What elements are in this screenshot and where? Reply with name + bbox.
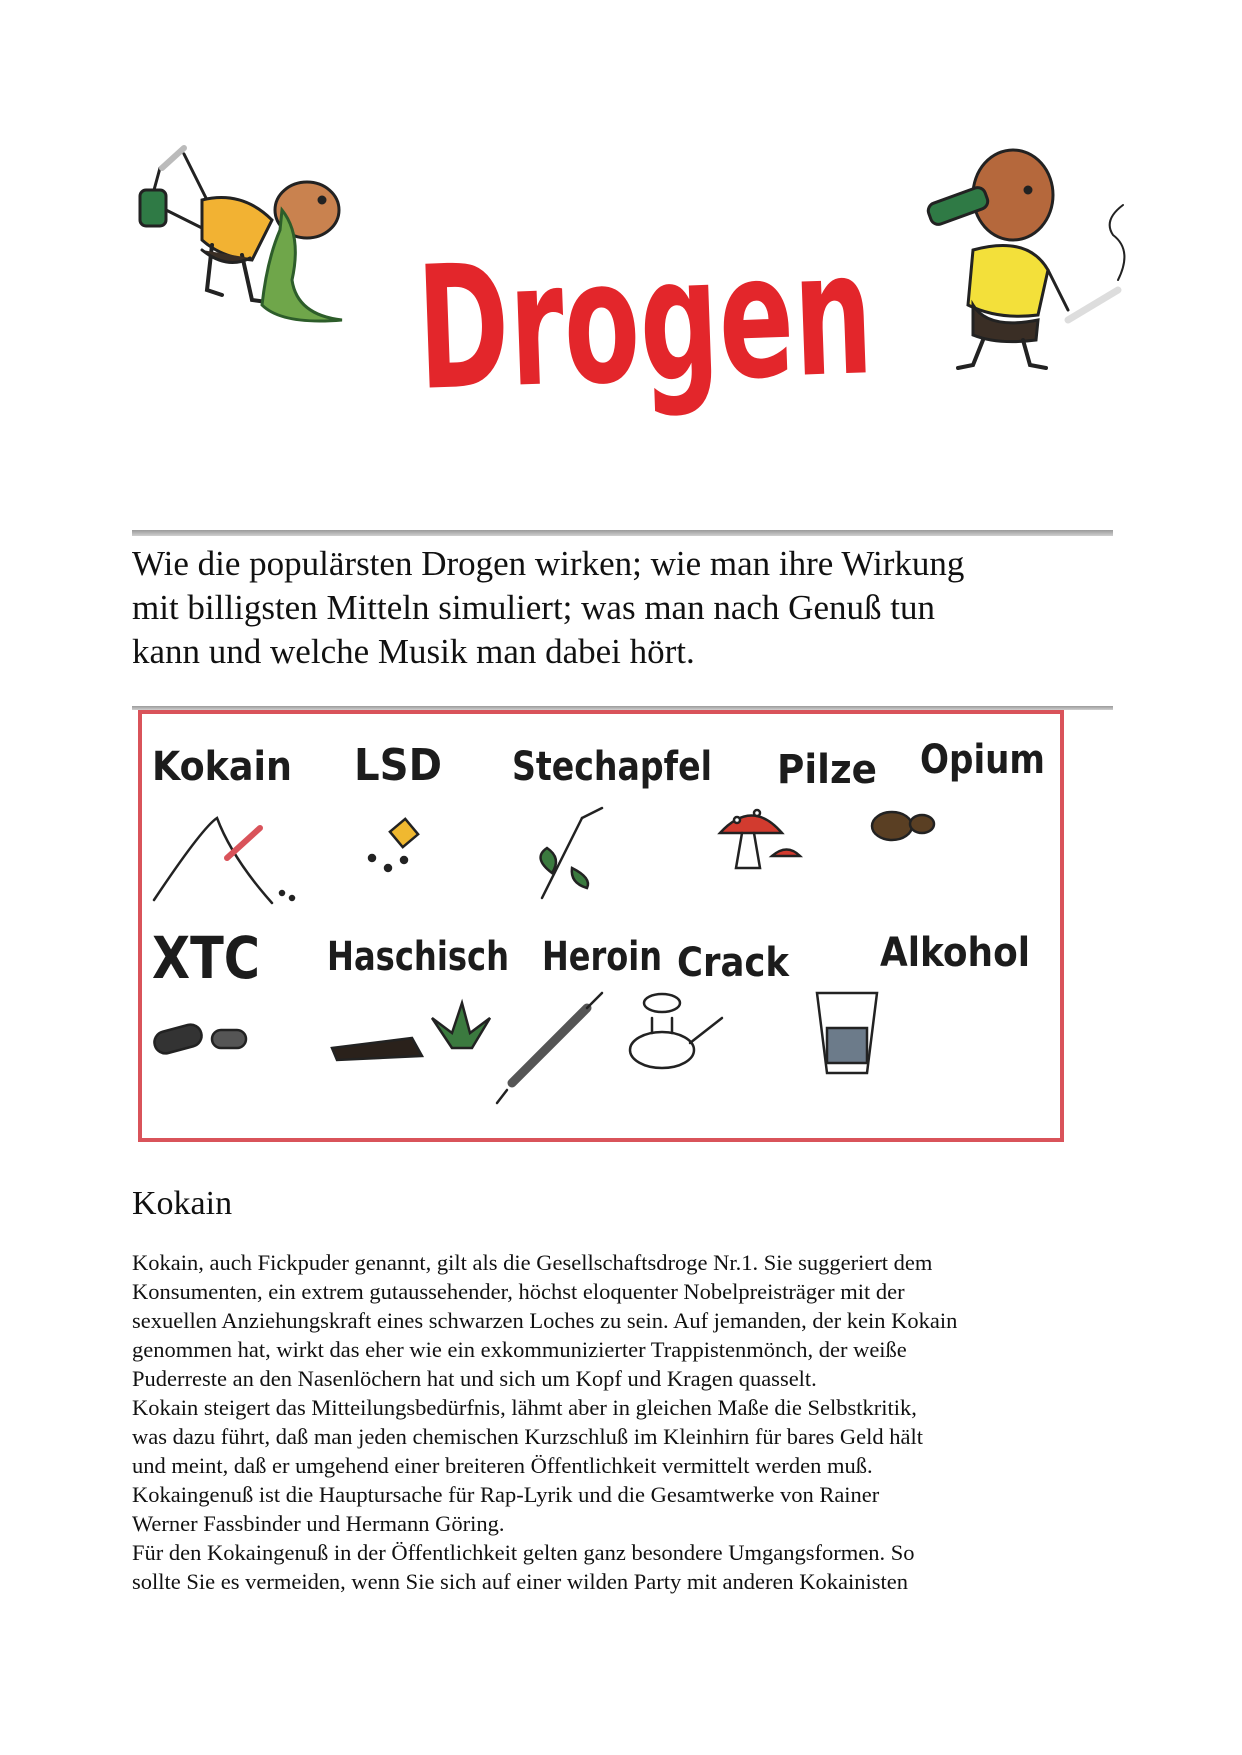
drug-label-pilze: Pilze [777, 747, 877, 793]
cartoon-drinking-smoking-figure [918, 140, 1150, 380]
drogen-logo [405, 205, 1121, 435]
drug-label-xtc: XTC [152, 924, 260, 992]
drug-label-kokain: Kokain [152, 744, 292, 790]
body-line: Kokaingenuß ist die Hauptursache für Rap-Lyrik und die Gesamtwerke von Rainer [132, 1482, 880, 1507]
body-line: sollte Sie es vermeiden, wenn Sie sich auf einer wilden Party mit anderen Kokainisten [132, 1569, 909, 1594]
drug-label-heroin: Heroin [542, 934, 662, 980]
cartoon-vomiting-figure [132, 140, 372, 330]
svg-text:Drogen: Drogen [414, 206, 1121, 429]
body-line: Konsumenten, ein extrem gutaussehender, höchst eloquenter Nobelpreisträger mit der [132, 1279, 905, 1304]
section-title: Kokain [132, 1185, 233, 1222]
body-line: Für den Kokaingenuß in der Öffentlichkeit gelten ganz besondere Umgangsformen. So [132, 1540, 915, 1565]
subtitle-line: Wie die populärsten Drogen wirken; wie man ihre Wirkung [132, 544, 965, 583]
body-line: was dazu führt, daß man jeden chemischen Kurzschluß im Kleinhirn für bares Geld hält [132, 1424, 923, 1449]
drug-label-alkohol: Alkohol [880, 930, 1030, 976]
drug-chart [132, 708, 1070, 1148]
drug-label-crack: Crack [677, 940, 791, 986]
drug-label-haschisch: Haschisch [327, 934, 509, 980]
body-line: Kokain, auch Fickpuder genannt, gilt als die Gesellschaftsdroge Nr.1. Sie suggeriert dem [132, 1250, 933, 1275]
subtitle [132, 542, 1092, 674]
subtitle-line: kann und welche Musik man dabei hört. [132, 632, 695, 671]
body-line: Puderreste an den Nasenlöchern hat und sich um Kopf und Kragen quasselt. [132, 1366, 817, 1391]
drug-label-stechapfel: Stechapfel [512, 744, 712, 790]
subtitle-line: mit billigsten Mitteln simuliert; was man nach Genuß tun [132, 588, 935, 627]
body-line: Kokain steigert das Mitteilungsbedürfnis, lähmt aber in gleichen Maße die Selbstkritik, [132, 1395, 917, 1420]
body-line: sexuellen Anziehungskraft eines schwarzen Loches zu sein. Auf jemanden, der kein Kokain [132, 1308, 958, 1333]
divider-top [132, 530, 1113, 536]
drug-label-lsd: LSD [354, 740, 442, 791]
body-line: genommen hat, wirkt das eher wie ein exkommunizierter Trappistenmönch, der weiße [132, 1337, 907, 1362]
alcohol-glass-icon [817, 993, 877, 1073]
drug-label-opium: Opium [920, 737, 1045, 783]
body-line: und meint, daß er umgehend einer breiteren Öffentlichkeit vermittelt werden muß. [132, 1453, 873, 1478]
section-body [132, 1248, 1112, 1596]
body-line: Werner Fassbinder und Hermann Göring. [132, 1511, 505, 1536]
